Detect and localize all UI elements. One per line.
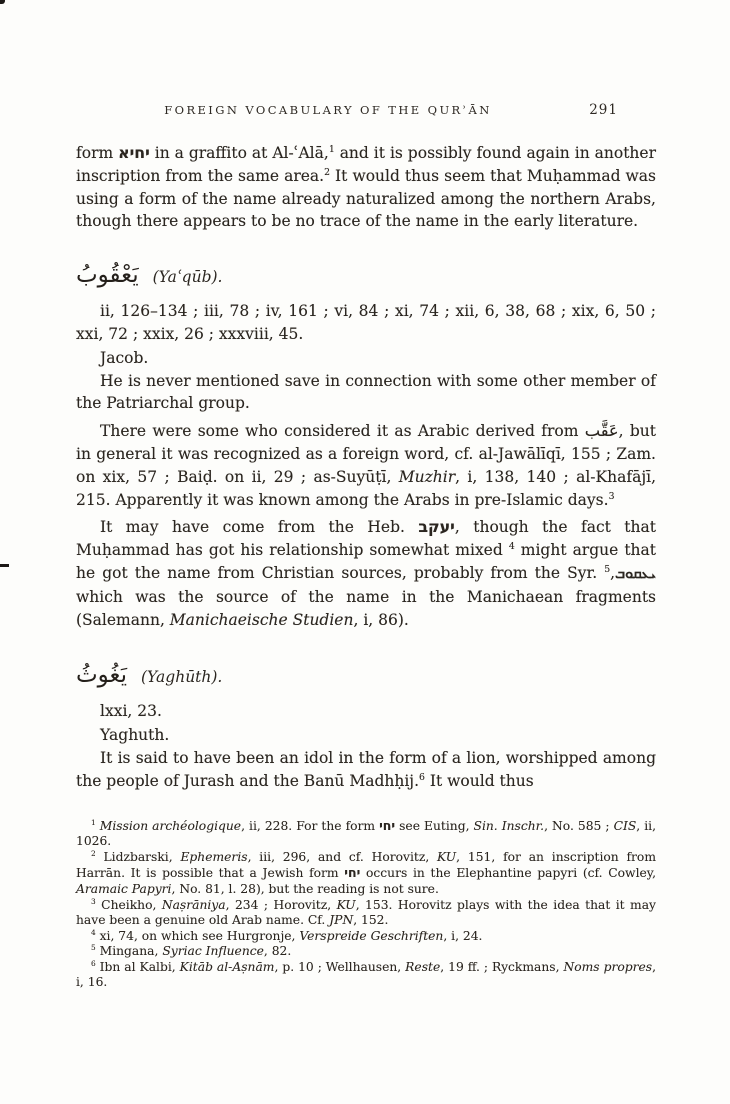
paragraph: It may have come from the Heb. יעקב, though the fact that Muḥammad has got his relationship somewhat mixed $^4$ might argue that he got the name from Christian sources, probably from the Syr. ܝܥܩܘܒ,$^5$ which was the source of the name in the Manichaean fragments (Salemann, Manichaeische Studien, i, 86).	[76, 517, 656, 629]
entry-headword-line	[76, 260, 656, 292]
scan-artifact-dash	[0, 564, 9, 567]
paragraph: He is never mentioned save in connection with some other member of the Patriarchal group.	[76, 371, 656, 413]
footnote-2: $^2$ Lidzbarski, Ephemeris, iii, 296, and cf. Horovitz, KU, 151, for an inscription from Harrān. It is possible that a Jewish form יחי occurs in the Elephantine papyri (cf. Cowley, Aramaic Papyri, No. 81, l. 28), but the reading is not sure.	[76, 848, 656, 896]
reference-list: ii, 126–134 ; iii, 78 ; iv, 161 ; vi, 84 ; xi, 74 ; xii, 6, 38, 68 ; xix, 6, 50 ; xxi, 72 ; xxix, 26 ; xxxviii, 45.	[76, 302, 656, 343]
arabic-headword: يَعْقُوبُ	[76, 262, 139, 289]
page-number: 291	[589, 102, 618, 118]
paragraph: It is said to have been an idol in the form of a lion, worshipped among the people of Jurash and the Banū Madhḥij.$^6$ It would thus	[76, 748, 656, 790]
headword-transliteration: (Yaʿqūb).	[152, 268, 223, 287]
text-column	[76, 103, 656, 991]
paragraph: There were some who considered it as Arabic derived from عَقَّب, but in general it was recognized as a foreign word, cf. al-Jawālīqī, 155 ; Zam. on xix, 57 ; Baiḍ. on ii, 29 ; as-Suyūṭī, Muzhir, i, 138, 140 ; al-Khafājī, 215. Apparently it was known among the Arabs in pre-Islamic days.$^3$	[76, 421, 657, 509]
footnote-5: $^5$ Mingana, Syriac Influence, 82.	[91, 943, 292, 959]
running-header	[76, 103, 656, 119]
footnote-1: $^1$ Mission archéologique, ii, 228. For the form יחי see Euting, Sin. Inschr., No. 585 ; CIS, ii, 1026.	[76, 817, 656, 849]
footnote-6: $^6$ Ibn al Kalbi, Kitāb al-Aṣnām, p. 10 ; Wellhausen, Reste, 19 ff. ; Ryckmans, Noms propres, i, 16.	[76, 958, 656, 990]
page-title: FOREIGN VOCABULARY OF THE QURʾĀN	[164, 103, 492, 117]
gloss: Jacob.	[100, 348, 149, 367]
reference-list: lxxi, 23.	[100, 702, 162, 721]
footnote-3: $^3$ Cheikho, Naṣrāniya, 234 ; Horovitz, KU, 153. Horovitz plays with the idea that it may have been a genuine old Arab name. Cf. JPN, 152.	[76, 896, 656, 928]
footnote-4: $^4$ xi, 74, on which see Hurgronje, Verspreide Geschriften, i, 24.	[91, 927, 483, 943]
gloss: Yaghuth.	[100, 726, 170, 745]
scan-artifact-speck	[0, 0, 5, 4]
entry-yaqub	[76, 260, 656, 631]
arabic-headword: يَغُوثُ	[76, 662, 128, 689]
entry-headword-line	[76, 660, 656, 692]
entry-yaghuth	[76, 660, 656, 792]
footnotes-section	[76, 818, 656, 992]
intro-paragraph: form יחיא in a graffito at Al-ʿAlā,$^1$ and it is possibly found again in another inscription from the same area.$^2$ It would thus seem that Muḥammad was using a form of the name already naturalized among the northern Arabs, though there appears to be no trace of the name in the early literature.	[76, 143, 656, 231]
headword-transliteration: (Yaghūth).	[140, 668, 223, 687]
